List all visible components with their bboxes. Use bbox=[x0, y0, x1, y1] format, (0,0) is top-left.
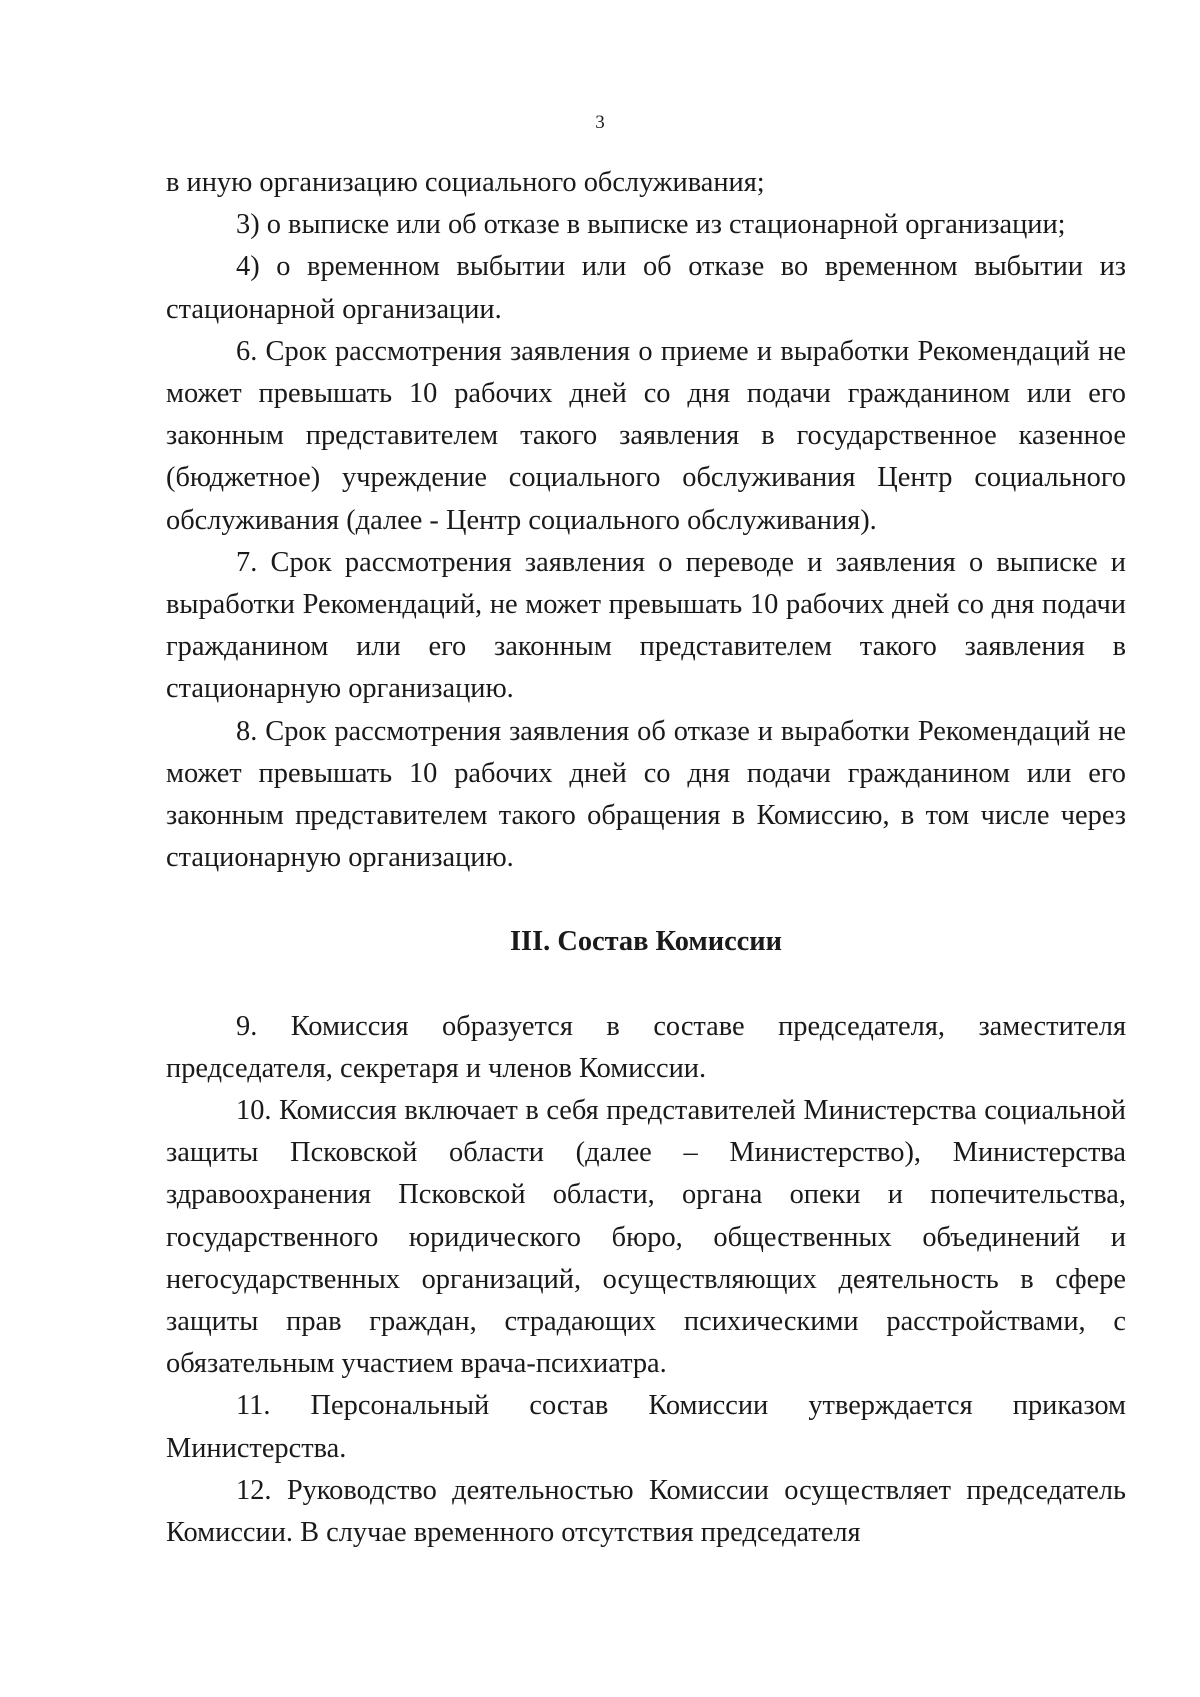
paragraph-continuation: в иную организацию социального обслуживания; bbox=[166, 167, 765, 198]
paragraph-item-3: 3) о выписке или об отказе в выписке из стационарной организации; bbox=[236, 209, 1066, 241]
paragraph-clause-6: 6. Срок рассмотрения заявления о приеме и выработки Рекомендаций не может превышать 10 рабочих дней со дня подачи гражданином или его законным представителем такого заявления в государственное казенное (бюджетное) учреждение социального обслуживания Центр социального обслуживания (далее - Центр социального обслуживания). bbox=[166, 335, 1126, 536]
page-number: 3 bbox=[595, 112, 605, 133]
paragraph-clause-8: 8. Срок рассмотрения заявления об отказе и выработки Рекомендаций не может превышать 10 рабочих дней со дня подачи гражданином или его законным представителем такого обращения в Комиссию, в том числе через стационарную организацию. bbox=[166, 715, 1126, 874]
paragraph-clause-12: 12. Руководство деятельностью Комиссии осуществляет председатель Комиссии. В случае временного отсутствия председателя bbox=[166, 1474, 1126, 1549]
paragraph-clause-10: 10. Комиссия включает в себя представителей Министерства социальной защиты Псковской области (далее – Министерство), Министерства здравоохранения Псковской области, органа опеки и попечительства, государственного юридического бюро, общественных объединений и негосударственных организаций, осуществляющих деятельность в сфере защиты прав граждан, страдающих психическими расстройствами, с обязательным участием врача-психиатра. bbox=[166, 1095, 1126, 1380]
paragraph-clause-9: 9. Комиссия образуется в составе председателя, заместителя председателя, секретаря и членов Комиссии. bbox=[166, 1010, 1126, 1084]
document-body bbox=[166, 162, 1126, 1554]
section-heading: III. Состав Комиссии bbox=[510, 926, 782, 958]
paragraph-item-4: 4) о временном выбытии или об отказе во временном выбытии из стационарной организации. bbox=[166, 251, 1126, 325]
paragraph-clause-11: 11. Персональный состав Комиссии утверждается приказом Министерства. bbox=[166, 1390, 1126, 1464]
paragraph-clause-7: 7. Срок рассмотрения заявления о переводе и заявления о выписке и выработки Рекомендаций, не может превышать 10 рабочих дней со дня подачи гражданином или его законным представителем такого заявления в стационарную организацию. bbox=[166, 546, 1126, 705]
